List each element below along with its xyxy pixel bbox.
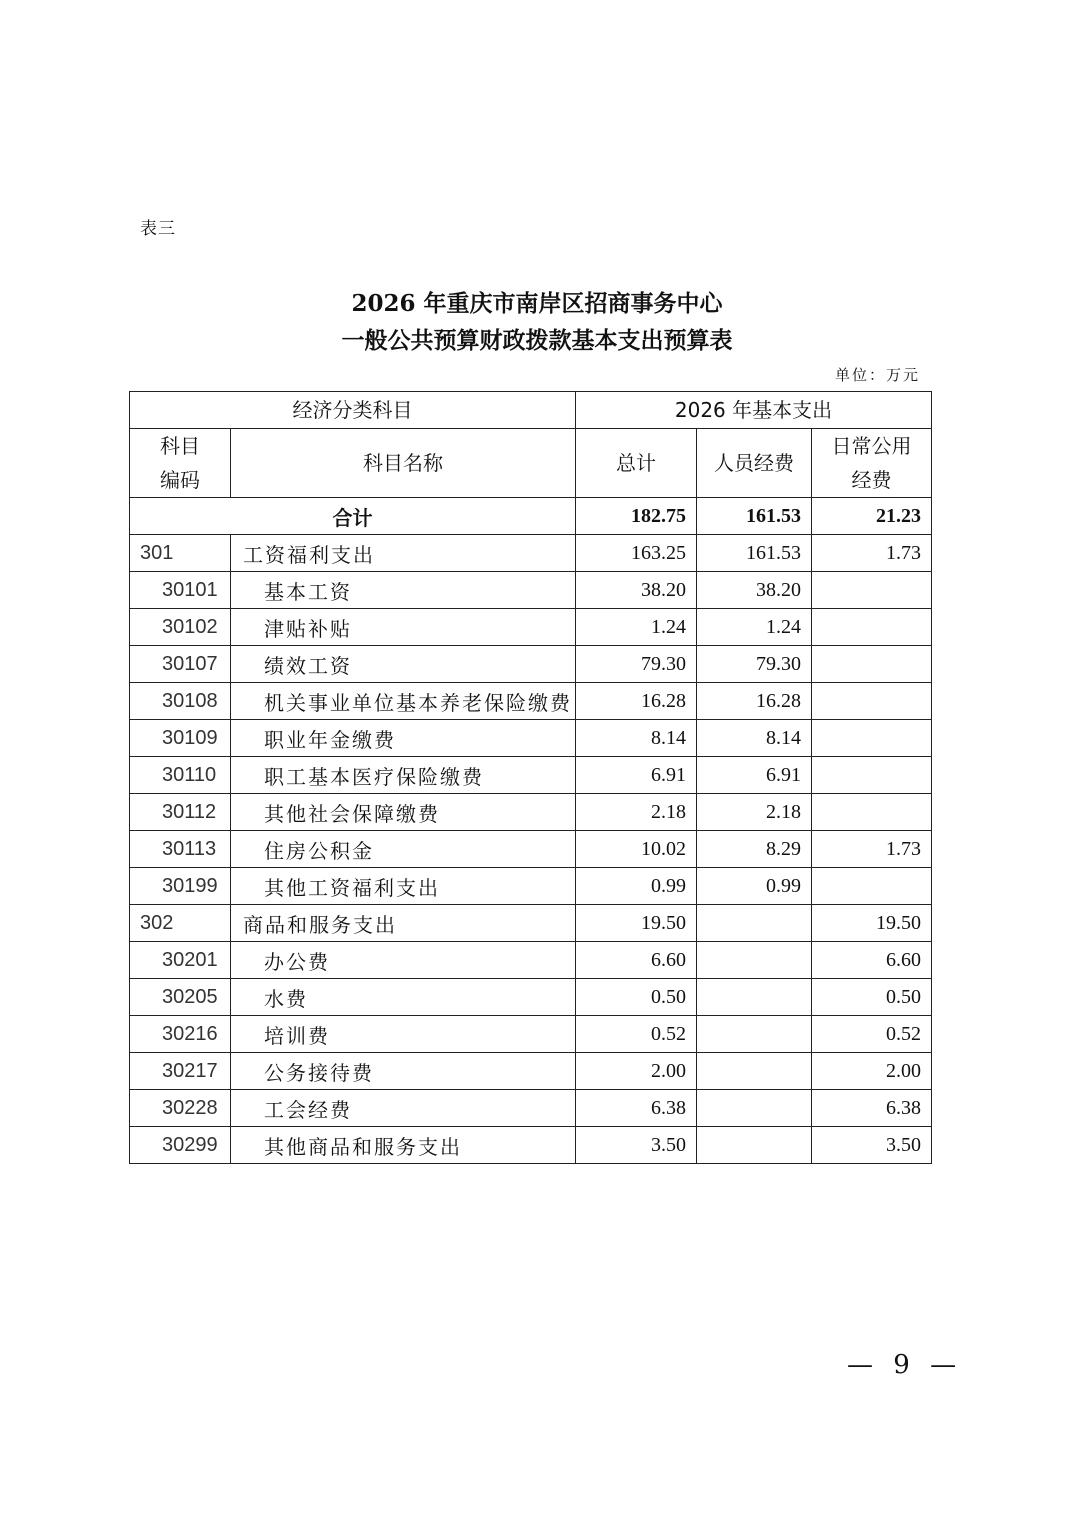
row-public [812, 720, 932, 757]
total-sum: 182.75 [576, 498, 697, 535]
page-number: — 9 — [847, 1350, 963, 1380]
row-total: 38.20 [576, 572, 697, 609]
table-row [130, 831, 932, 868]
total-public: 21.23 [812, 498, 932, 535]
row-total: 10.02 [576, 831, 697, 868]
row-code: 30107 [130, 646, 231, 683]
row-code: 30113 [130, 831, 231, 868]
row-code: 302 [130, 905, 231, 942]
row-total: 79.30 [576, 646, 697, 683]
row-personnel: 16.28 [697, 683, 812, 720]
table-row [130, 572, 932, 609]
table-row [130, 1016, 932, 1053]
row-name: 工会经费 [231, 1090, 576, 1127]
row-code: 30199 [130, 868, 231, 905]
unit-label: 单位：万元 [834, 366, 920, 384]
row-name: 办公费 [231, 942, 576, 979]
row-personnel [697, 1053, 812, 1090]
table-row [130, 794, 932, 831]
row-personnel [697, 1016, 812, 1053]
row-total: 6.60 [576, 942, 697, 979]
table-row [130, 942, 932, 979]
table-row [130, 683, 932, 720]
row-name: 水费 [231, 979, 576, 1016]
row-code: 30108 [130, 683, 231, 720]
row-personnel: 8.29 [697, 831, 812, 868]
row-total: 2.00 [576, 1053, 697, 1090]
row-total: 0.52 [576, 1016, 697, 1053]
header-economic-classification: 经济分类科目 [130, 392, 576, 429]
header-code [130, 429, 231, 498]
row-name: 公务接待费 [231, 1053, 576, 1090]
row-personnel: 1.24 [697, 609, 812, 646]
row-code: 301 [130, 535, 231, 572]
row-name: 住房公积金 [231, 831, 576, 868]
row-total: 19.50 [576, 905, 697, 942]
row-public: 2.00 [812, 1053, 932, 1090]
table-row [130, 1090, 932, 1127]
row-total: 1.24 [576, 609, 697, 646]
row-code: 30217 [130, 1053, 231, 1090]
row-code: 30110 [130, 757, 231, 794]
header-row-sub [130, 429, 932, 498]
table-row [130, 609, 932, 646]
row-personnel: 8.14 [697, 720, 812, 757]
row-name: 津贴补贴 [231, 609, 576, 646]
row-code: 30109 [130, 720, 231, 757]
row-personnel [697, 942, 812, 979]
budget-table [129, 391, 932, 1164]
row-name: 绩效工资 [231, 646, 576, 683]
header-name: 科目名称 [231, 429, 576, 498]
row-total: 6.38 [576, 1090, 697, 1127]
row-name: 基本工资 [231, 572, 576, 609]
row-code: 30216 [130, 1016, 231, 1053]
row-personnel: 38.20 [697, 572, 812, 609]
header-basic-expenditure: 2026 年基本支出 [576, 392, 932, 429]
row-public: 0.50 [812, 979, 932, 1016]
row-public: 3.50 [812, 1127, 932, 1164]
row-personnel: 161.53 [697, 535, 812, 572]
row-public [812, 646, 932, 683]
row-code: 30228 [130, 1090, 231, 1127]
row-code: 30102 [130, 609, 231, 646]
header-public-line1: 日常公用 [831, 434, 912, 458]
row-name: 职业年金缴费 [231, 720, 576, 757]
row-name: 培训费 [231, 1016, 576, 1053]
row-total: 3.50 [576, 1127, 697, 1164]
row-public [812, 609, 932, 646]
row-total: 8.14 [576, 720, 697, 757]
header-code-line2: 编码 [160, 468, 200, 492]
row-public [812, 868, 932, 905]
row-name: 其他商品和服务支出 [231, 1127, 576, 1164]
table-row [130, 979, 932, 1016]
row-total: 16.28 [576, 683, 697, 720]
row-public [812, 683, 932, 720]
row-public [812, 794, 932, 831]
table-row [130, 720, 932, 757]
row-personnel: 6.91 [697, 757, 812, 794]
row-personnel: 2.18 [697, 794, 812, 831]
row-code: 30205 [130, 979, 231, 1016]
row-name: 工资福利支出 [231, 535, 576, 572]
row-public: 19.50 [812, 905, 932, 942]
row-public: 1.73 [812, 535, 932, 572]
total-personnel: 161.53 [697, 498, 812, 535]
row-code: 30299 [130, 1127, 231, 1164]
header-code-line1: 科目 [160, 434, 200, 458]
row-public: 0.52 [812, 1016, 932, 1053]
row-personnel: 0.99 [697, 868, 812, 905]
table-row [130, 1127, 932, 1164]
table-row [130, 535, 932, 572]
total-row [130, 498, 932, 535]
row-total: 0.50 [576, 979, 697, 1016]
row-public [812, 572, 932, 609]
table-row [130, 646, 932, 683]
row-total: 6.91 [576, 757, 697, 794]
row-personnel [697, 905, 812, 942]
row-total: 163.25 [576, 535, 697, 572]
table-label: 表三 [140, 219, 176, 239]
row-name: 商品和服务支出 [231, 905, 576, 942]
row-name: 机关事业单位基本养老保险缴费 [231, 683, 576, 720]
row-personnel [697, 979, 812, 1016]
table-row [130, 1053, 932, 1090]
row-personnel [697, 1090, 812, 1127]
row-total: 0.99 [576, 868, 697, 905]
table-row [130, 757, 932, 794]
header-personnel: 人员经费 [697, 429, 812, 498]
row-public [812, 757, 932, 794]
row-personnel: 79.30 [697, 646, 812, 683]
row-personnel [697, 1127, 812, 1164]
total-label: 合计 [130, 498, 576, 535]
row-code: 30101 [130, 572, 231, 609]
document-title-line2: 一般公共预算财政拨款基本支出预算表 [341, 327, 733, 354]
row-name: 其他社会保障缴费 [231, 794, 576, 831]
row-code: 30201 [130, 942, 231, 979]
table-row [130, 868, 932, 905]
document-title-line1: 2026 年重庆市南岸区招商事务中心 [351, 290, 723, 317]
row-public: 6.60 [812, 942, 932, 979]
row-name: 其他工资福利支出 [231, 868, 576, 905]
header-total: 总计 [576, 429, 697, 498]
header-public-line2: 经费 [851, 468, 892, 492]
row-public: 1.73 [812, 831, 932, 868]
row-total: 2.18 [576, 794, 697, 831]
table-row [130, 905, 932, 942]
header-public [812, 429, 932, 498]
row-name: 职工基本医疗保险缴费 [231, 757, 576, 794]
row-code: 30112 [130, 794, 231, 831]
header-row-top [130, 392, 932, 429]
row-public: 6.38 [812, 1090, 932, 1127]
